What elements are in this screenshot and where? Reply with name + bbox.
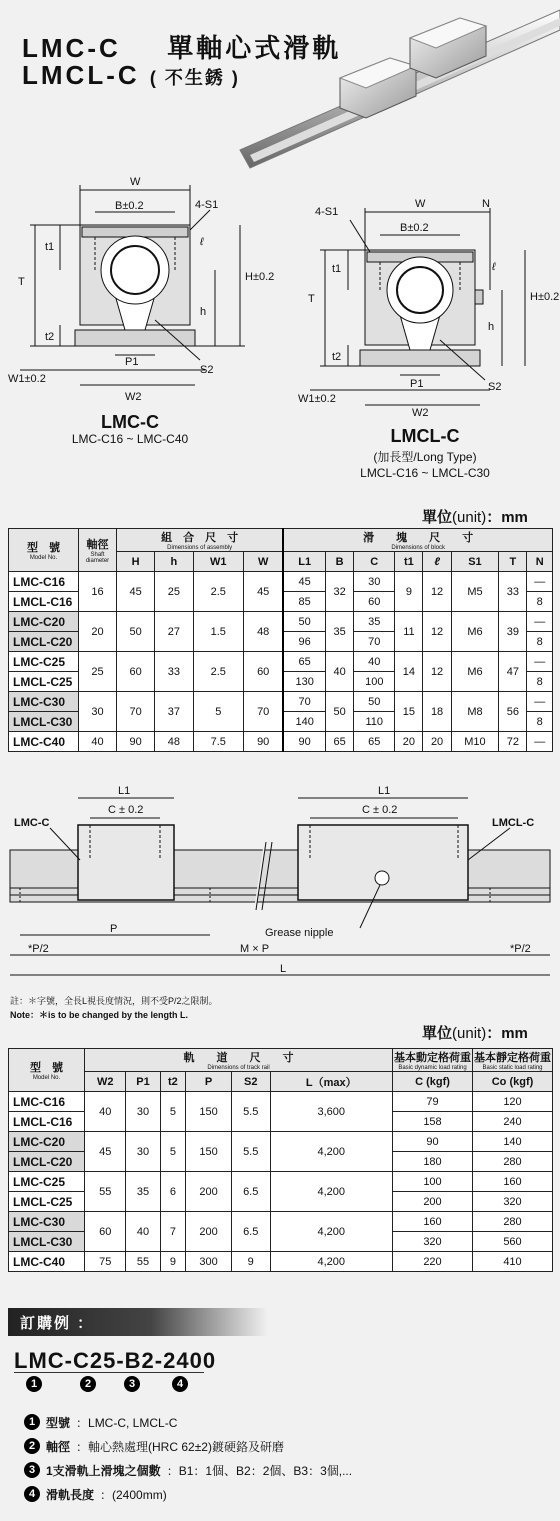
dim-B: B±0.2 [115,200,144,212]
photo-block-2 [410,18,486,78]
dim-H-r: H±0.2 [530,291,560,303]
table-row: LMCL-C25 130 100 8 [9,672,553,692]
dim-N-r: N [482,198,490,210]
rail-L1-right: L1 [378,785,391,797]
table-rail-dimensions: 型 號 Model No. 軌 道 尺 寸 Dimensions of track rail 基本動定格荷重 Basic dynamic load rating 基本靜定格荷重 Basic static load rating W2 P1 t2 P S2 L（max） C (kgf) Co (kgf) LMC-C16 40 30 5 150 5.5 3,600 79 120 LMCL-C16 158 240 LMC-C20 45 30 5 150 5.5 4,200 90 140 LMCL-C20 180 280 LMC-C25 55 35 6 200 6.5 4,200 100 160 LMCL-C25 200 320 LMC-C30 60 40 7 200 6.5 4,200 160 280 LMCL-C30 320 560 LMC-C40 75 55 9 300 9 4,200 220 410 [8,1048,553,1272]
drawing-lmcl-c [290,190,560,420]
table-row: LMCL-C20 180 280 [9,1152,553,1172]
order-code: LMC-C25-B2-2400 [14,1348,217,1373]
legend-item-model: 1 型號 ：LMC-C, LMCL-C [24,1410,544,1434]
dim-S1-r: 4-S1 [315,206,339,218]
dim-t2: t2 [45,331,55,343]
dim-l-r: ℓ [492,261,496,273]
dim-W2-r: W2 [412,407,429,419]
th2-model: 型 號 Model No. [9,1049,85,1092]
legend-item-length: 4 滑軌長度 ：(2400mm) [24,1482,544,1506]
unit-zh: 單位 [422,509,453,526]
table-row: LMCL-C30 320 560 [9,1232,553,1252]
marker-1: 1 [26,1376,42,1392]
table-row: LMC-C25 25 60 33 2.5 60 65 40 40 14 12 M6 47 — [9,652,553,672]
caption-lmcl-c: LMCL-C [390,426,460,446]
th2-sta: 基本靜定格荷重 Basic static load rating [473,1049,553,1072]
table-row: LMC-C40 40 90 48 7.5 90 90 65 65 20 20 M10 72 — [9,732,553,752]
dim-W2: W2 [125,391,142,403]
table-row: LMCL-C20 96 70 8 [9,632,553,652]
dim-T-r: T [308,293,315,305]
unit-en-2: (unit) [452,1025,487,1042]
caption-lmcl-c-range: LMCL-C16 ~ LMCL-C30 [360,466,490,480]
table-row: LMC-C16 16 45 25 2.5 45 45 32 30 9 12 M5 33 — [9,572,553,592]
table-row: LMC-C30 60 40 7 200 6.5 4,200 160 280 [9,1212,553,1232]
dim-P1: P1 [125,356,139,368]
title-line-2 [22,60,240,91]
unit-zh-2: 單位 [422,1025,453,1042]
table-row: LMC-C25 55 35 6 200 6.5 4,200 100 160 [9,1172,553,1192]
dim-P1-r: P1 [410,378,424,390]
caption-lmcl-c-type: (加長型/Long Type) [373,450,477,464]
rail-L1-left: L1 [118,785,131,797]
rail-label-lmc: LMC-C [14,817,50,829]
note-en: Note：＊is to be changed by the length L. [10,1010,189,1020]
th-model: 型 號 Model No. [9,529,79,572]
marker-2: 2 [80,1376,96,1392]
dim-t1: t1 [45,241,55,253]
dim-S2: S2 [200,364,214,376]
note-zh: 註：＊字號，全長L視長度情況，則不受P/2之限制。 [10,996,218,1006]
table-row: LMC-C20 45 30 5 150 5.5 4,200 90 140 [9,1132,553,1152]
unit-mm-2: ：mm [486,1025,528,1042]
unit-label-2 [422,1022,528,1043]
th-block: 滑 塊 尺 寸 Dimensions of block [283,529,552,552]
table-row: LMC-C40 75 55 9 300 9 4,200 220 410 [9,1252,553,1272]
rail-grease: Grease nipple [265,927,334,939]
marker-4: 4 [172,1376,188,1392]
table-row: LMC-C30 30 70 37 5 70 70 50 50 15 18 M8 56 — [9,692,553,712]
order-markers [26,1376,216,1396]
th-assembly: 組 合 尺 寸 Dimensions of assembly [117,529,284,552]
dim-W1: W1±0.2 [8,373,46,385]
unit-en: (unit) [452,509,487,526]
legend-item-shaft: 2 軸徑 ：軸心熱處理(HRC 62±2)鍍硬鉻及研磨 [24,1434,544,1458]
rail-label-lmcl: LMCL-C [492,817,535,829]
product-photo [240,0,560,170]
order-code-underline [14,1372,204,1373]
dim-t2-r: t2 [332,351,342,363]
unit-label-1 [422,506,528,527]
unit-mm: ：mm [486,509,528,526]
title-name: 單軸心式滑軌 [167,33,342,63]
title-model-2: LMCL-C [22,60,140,90]
rail-L: L [280,963,287,975]
title-note: ( 不生銹 ) [149,68,240,88]
photo-block-1 [340,58,416,118]
dim-B-r: B±0.2 [400,222,429,234]
order-example-bar: 訂購例 ： [8,1308,268,1336]
rail-p2-right: *P/2 [510,943,531,955]
dim-S1: 4-S1 [195,199,219,211]
drawing-lmc-c [0,170,275,410]
legend-item-blocks: 3 1支滑軌上滑塊之個數 ：B1：1個、B2：2個、B3：3個,... [24,1458,544,1482]
order-legend [24,1410,544,1506]
rail-MxP: M × P [240,943,270,955]
title-model-1: LMC-C [22,33,121,63]
table-row: LMCL-C16 85 60 8 [9,592,553,612]
marker-3: 3 [124,1376,140,1392]
rail-P: P [110,923,118,935]
th-shaft: 軸徑 Shaft diameter [79,529,117,572]
dim-t1-r: t1 [332,263,342,275]
table-block-dimensions: 型 號 Model No. 軸徑 Shaft diameter 組 合 尺 寸 Dimensions of assembly 滑 塊 尺 寸 Dimensions of block H h W1 W L1 B C t1 ℓ S1 T N LMC-C16 16 45 25 2.5 45 45 32 30 9 12 M5 33 — LMCL-C16 85 60 8 LMC-C20 20 50 27 1.5 48 50 35 35 11 12 M6 39 — LMCL-C20 96 70 8 LMC-C25 25 60 33 2.5 60 65 40 40 14 12 M6 47 — LMCL-C25 130 100 8 LMC-C30 30 70 37 5 70 70 50 50 15 18 M8 56 — LMCL-C30 140 110 8 LMC-C40 40 90 48 7.5 90 90 65 65 20 20 M10 72 — [8,528,553,752]
caption-lmc-c-range: LMC-C16 ~ LMC-C40 [71,432,189,446]
dim-S2-r: S2 [488,381,502,393]
table-row: LMC-C20 20 50 27 1.5 48 50 35 35 11 12 M6 39 — [9,612,553,632]
rail-drawing [0,780,560,980]
dim-W1-r: W1±0.2 [298,393,336,405]
table-row: LMCL-C16 158 240 [9,1112,553,1132]
dim-H: H±0.2 [245,271,275,283]
dim-W-r: W [415,198,426,210]
dim-W: W [130,176,141,188]
table-row: LMC-C16 40 30 5 150 5.5 3,600 79 120 [9,1092,553,1112]
table-row: LMCL-C25 200 320 [9,1192,553,1212]
dim-h-r: h [488,321,495,333]
dim-T: T [18,276,25,288]
dim-h: h [200,306,207,318]
th2-dyn: 基本動定格荷重 Basic dynamic load rating [393,1049,473,1072]
th2-rail: 軌 道 尺 寸 Dimensions of track rail [85,1049,393,1072]
rail-p2-left: *P/2 [28,943,49,955]
caption-lmc-c: LMC-C [101,412,159,432]
table-row: LMCL-C30 140 110 8 [9,712,553,732]
rail-C-left: C ± 0.2 [108,804,144,816]
dim-l: ℓ [200,236,204,248]
rail-C-right: C ± 0.2 [362,804,398,816]
